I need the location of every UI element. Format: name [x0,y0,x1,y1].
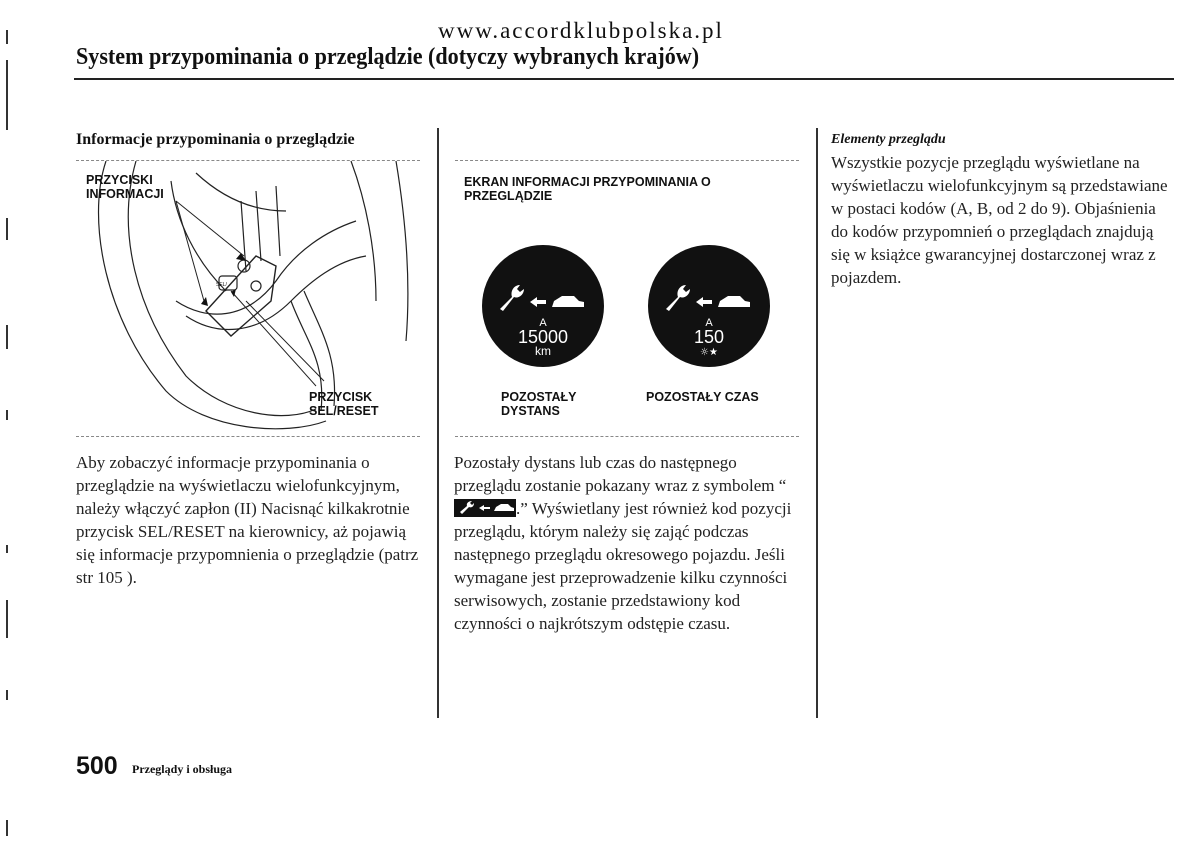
margin-mark [6,410,8,420]
section-subheading: Elementy przeglądu [831,132,946,147]
sel-reset-label: PRZYCISK SEL/RESET [309,390,379,418]
car-icon [718,296,750,307]
middle-body-part2: .” Wyświetlany jest również kod pozycji przeglądu, którym należy się zająć podczas następnego przeglądu okresowego pojazdu. Jeśli wymagane jest przeprowadzenie kilku czynności serwisowych, zostanie przedstawiony kod czynności o najkrótszym odstępie czasu. [454,499,792,633]
wrench-icon [500,285,524,311]
display-figure-heading: EKRAN INFORMACJI PRZYPOMINANIA O PRZEGLĄDZIE [464,175,711,203]
margin-mark [6,820,8,836]
margin-mark [6,600,8,638]
section-name: Przeglądy i obsługa [132,762,233,776]
car-icon [552,296,584,307]
left-body-text: Aby zobaczyć informacje przypominania o przeglądzie na wyświetlaczu wielofunkcyjnym, należy włączyć zapłon (II) Nacisnąć kilkakrotnie przycisk SEL/RESET na kierownicy, aż pojawią się informacje przypomnienia o przeglądzie (patrz str 105 ). [76,453,419,587]
sel-reset-button-text: SEL/ [216,282,227,288]
column-divider [437,128,439,718]
wrench-car-symbol-icon [454,499,516,517]
display-dial-distance [482,245,604,367]
sun-star-icon: ☼★ [700,347,718,358]
display-figure [455,160,799,437]
service-code: A [539,317,547,329]
page-number: 500 [76,752,118,780]
margin-mark [6,325,8,349]
steering-figure [76,160,420,437]
column-divider [816,128,818,718]
title-divider [74,78,1174,80]
page-title: System przypominania o przeglądzie (dotyczy wybranych krajów) [76,44,700,70]
distance-unit: km [535,344,551,358]
margin-mark [6,60,8,130]
site-url: www.accordklubpolska.pl [438,18,724,43]
remaining-distance-value: 15000 [517,327,569,347]
margin-mark [6,690,8,700]
middle-body-part1: Pozostały dystans lub czas do następnego przeglądu zostanie pokazany wraz z symbolem “ [454,453,787,495]
right-body-text: Wszystkie pozycje przeglądu wyświetlane na wyświetlaczu wielofunkcyjnym są przedstawiane w postaci kodów (A, B, od 2 do 9). Objaśnienia do kodów przypomnień o przeglądach znajdują się w książce gwarancyjnej dostarczonej wraz z pojazdem. [831,153,1168,287]
service-code: A [705,317,713,329]
arrow-left-icon [530,297,546,307]
wrench-icon [666,285,690,311]
margin-mark [6,545,8,553]
info-buttons-label: PRZYCISKI INFORMACJI [86,173,164,201]
section-heading: Informacje przypominania o przeglądzie [76,131,355,148]
arrow-left-icon [696,297,712,307]
margin-mark [6,218,8,240]
remaining-time-caption: POZOSTAŁY CZAS [646,390,759,404]
margin-mark [6,30,8,44]
display-dial-time [648,245,770,367]
middle-body-text [454,451,799,635]
remaining-time-value: 150 [693,327,725,347]
remaining-distance-caption: POZOSTAŁY DYSTANS [501,390,577,418]
